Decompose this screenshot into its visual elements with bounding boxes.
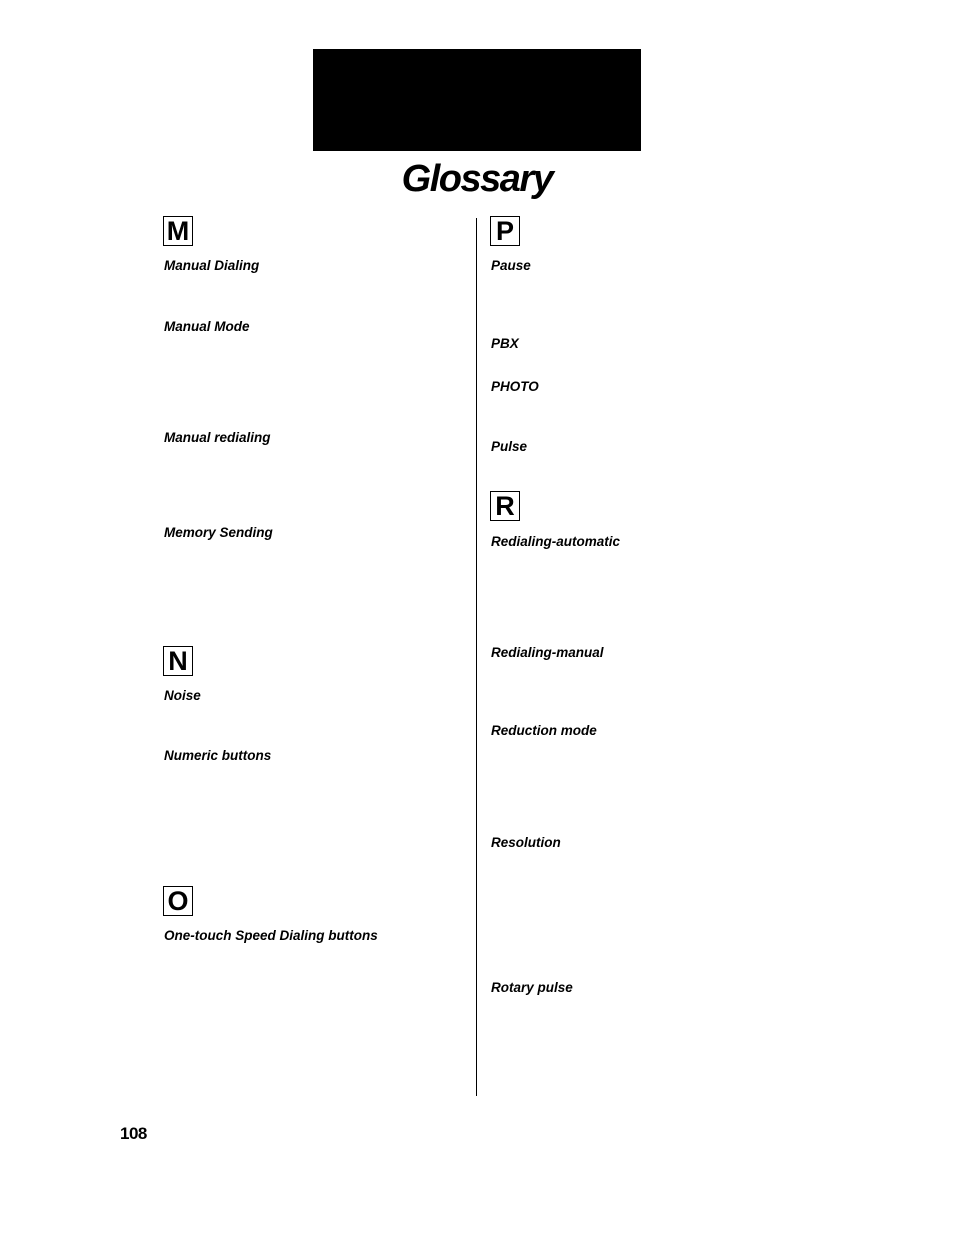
glossary-term: Manual redialing [164,430,271,445]
column-divider [476,218,477,1096]
header-black-bar [313,49,641,151]
glossary-term: Numeric buttons [164,748,272,763]
section-letter-m: M [163,216,193,246]
glossary-term: Rotary pulse [491,980,573,995]
glossary-term: Redialing-automatic [491,534,621,549]
section-letter-r: R [490,491,520,521]
glossary-term: Manual Mode [164,319,250,334]
section-letter-o: O [163,886,193,916]
glossary-term: Noise [164,688,201,703]
glossary-term: Redialing-manual [491,645,604,660]
page-title: Glossary [401,158,553,200]
glossary-term: PBX [491,336,519,351]
section-letter-p: P [490,216,520,246]
glossary-term: One-touch Speed Dialing buttons [164,928,378,943]
glossary-term: Reduction mode [491,723,597,738]
glossary-term: Pulse [491,439,528,454]
glossary-term: PHOTO [491,379,539,394]
glossary-term: Memory Sending [164,525,273,540]
glossary-term: Pause [491,258,531,273]
section-letter-n: N [163,646,193,676]
page-number: 108 [120,1124,147,1143]
glossary-term: Manual Dialing [164,258,260,273]
glossary-term: Resolution [491,835,561,850]
